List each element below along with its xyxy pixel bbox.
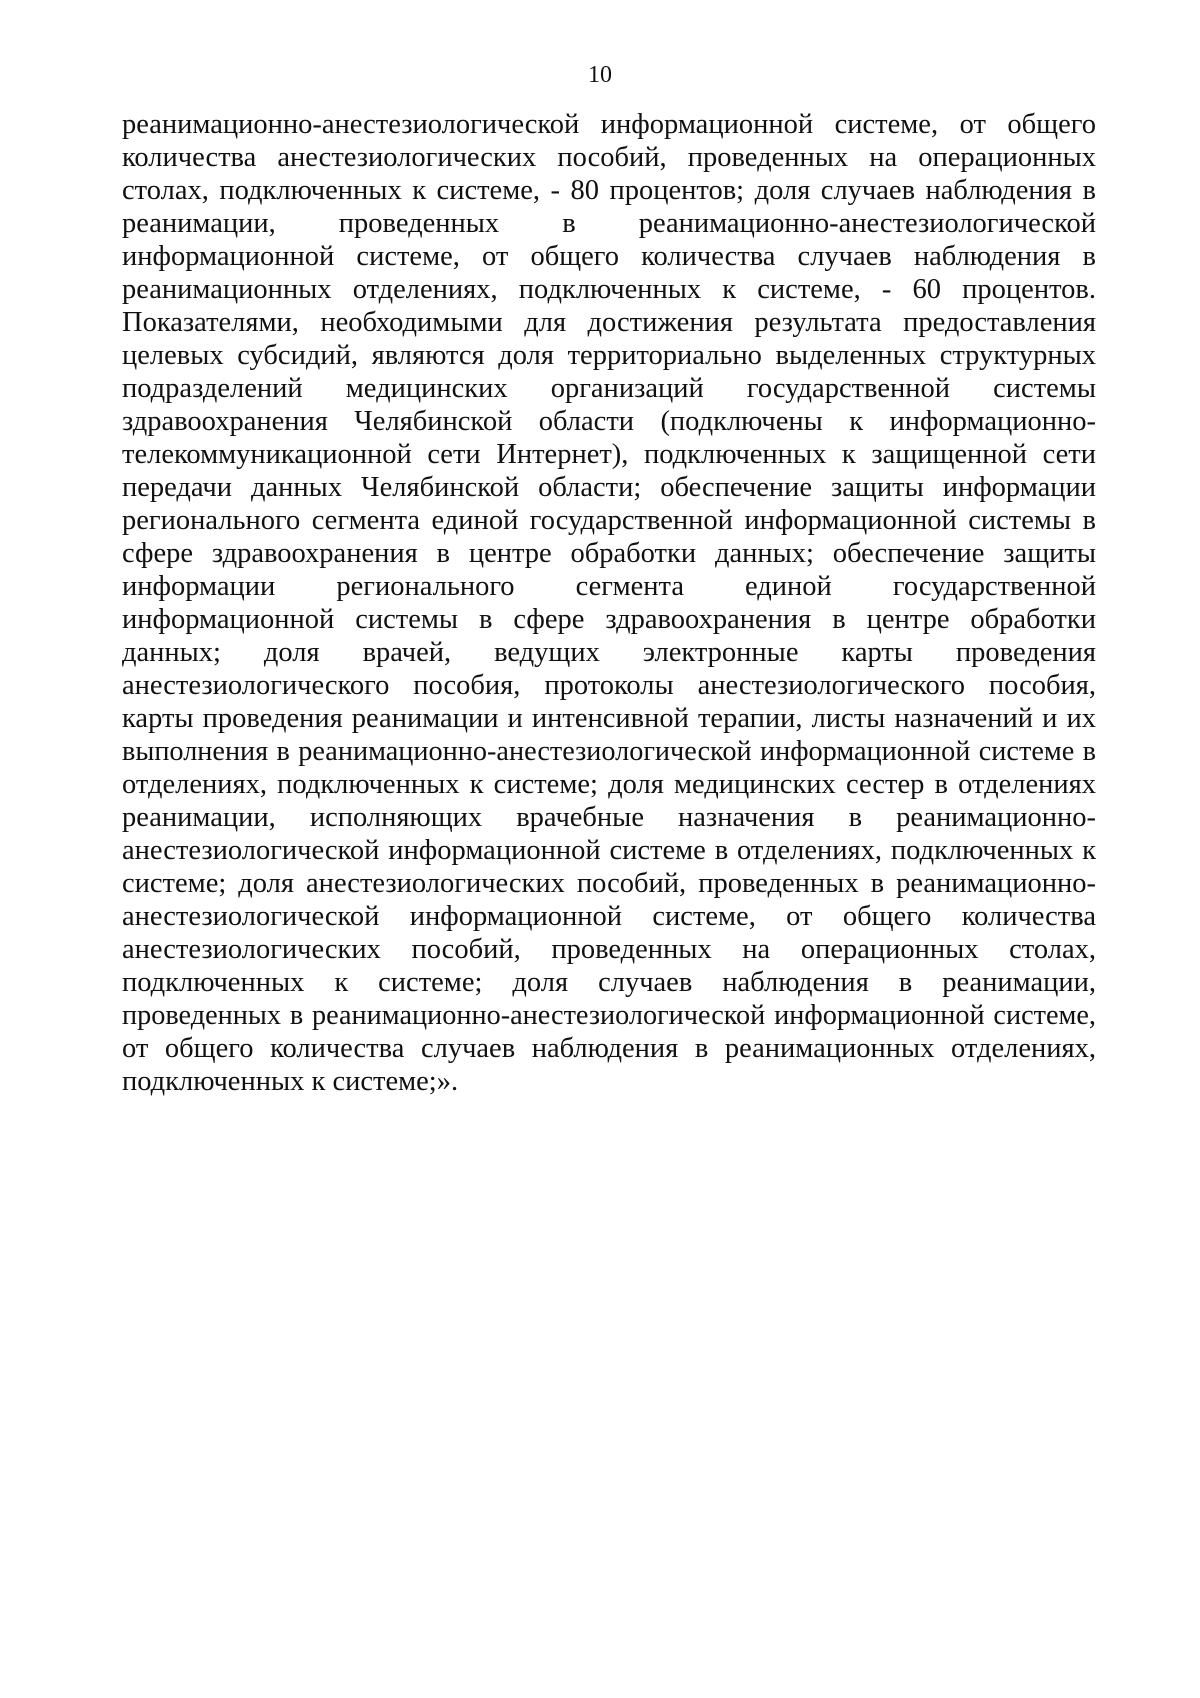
text-line: столах, подключенных к системе, - 80 процентов; доля случаев наблюдения в	[122, 175, 1096, 206]
text-line: системе; доля анестезиологических пособий, проведенных в реанимационно-	[122, 868, 1096, 899]
text-line: реанимации, исполняющих врачебные назначения в реанимационно-	[122, 802, 1096, 833]
text-line: выполнения в реанимационно-анестезиологической информационной системе в	[122, 736, 1096, 767]
text-line: подключенных к системе; доля случаев наблюдения в реанимации,	[122, 967, 1096, 998]
text-line: проведенных в реанимационно-анестезиологической информационной системе,	[122, 1000, 1096, 1031]
page-number: 10	[588, 62, 612, 88]
text-line: реанимационно-анестезиологической информационной системе, от общего	[122, 109, 1096, 140]
text-line: данных; доля врачей, ведущих электронные карты проведения	[122, 637, 1096, 668]
text-line: количества анестезиологических пособий, проведенных на операционных	[122, 142, 1096, 173]
text-line: реанимации, проведенных в реанимационно-анестезиологической	[122, 208, 1096, 239]
text-line: анестезиологических пособий, проведенных на операционных столах,	[122, 934, 1096, 965]
text-line: отделениях, подключенных к системе; доля медицинских сестер в отделениях	[122, 769, 1096, 800]
text-line: карты проведения реанимации и интенсивной терапии, листы назначений и их	[122, 703, 1096, 734]
text-line: здравоохранения Челябинской области (подключены к информационно-	[122, 406, 1096, 437]
text-line: информационной системы в сфере здравоохранения в центре обработки	[122, 604, 1096, 635]
body-paragraph	[122, 108, 1096, 1098]
text-line: подразделений медицинских организаций государственной системы	[122, 373, 1096, 404]
text-line: передачи данных Челябинской области; обеспечение защиты информации	[122, 472, 1096, 503]
text-line: регионального сегмента единой государственной информационной системы в	[122, 505, 1096, 536]
text-line: от общего количества случаев наблюдения в реанимационных отделениях,	[122, 1033, 1096, 1064]
text-line: Показателями, необходимыми для достижения результата предоставления	[122, 307, 1096, 338]
text-line: информации регионального сегмента единой государственной	[122, 571, 1096, 602]
text-line: подключенных к системе;».	[122, 1066, 459, 1097]
text-line: сфере здравоохранения в центре обработки данных; обеспечение защиты	[122, 538, 1096, 569]
text-line: информационной системе, от общего количества случаев наблюдения в	[122, 241, 1096, 272]
text-line: телекоммуникационной сети Интернет), подключенных к защищенной сети	[122, 439, 1096, 470]
text-line: реанимационных отделениях, подключенных к системе, - 60 процентов.	[122, 274, 1096, 305]
text-line: анестезиологической информационной системе, от общего количества	[122, 901, 1096, 932]
text-line: анестезиологической информационной системе в отделениях, подключенных к	[122, 835, 1096, 866]
text-line: целевых субсидий, являются доля территориально выделенных структурных	[122, 340, 1096, 371]
text-line: анестезиологического пособия, протоколы анестезиологического пособия,	[122, 670, 1096, 701]
